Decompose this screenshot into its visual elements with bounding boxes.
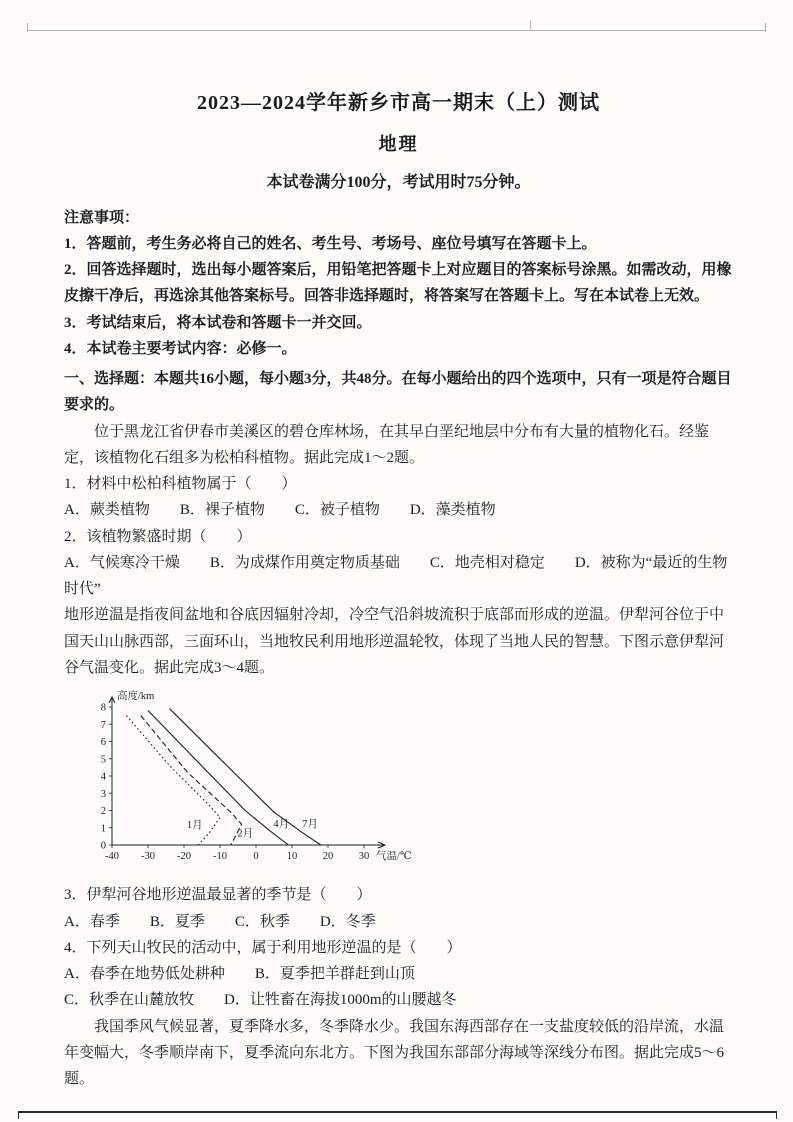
- series-label-2月: 2月: [237, 828, 254, 840]
- y-tick-label: 6: [100, 737, 106, 748]
- question-1-stem: 1．材料中松柏科植物属于（ ）: [64, 476, 297, 492]
- y-tick-label: 8: [100, 702, 106, 714]
- x-tick-label: -10: [213, 851, 227, 862]
- exam-content: [64, 86, 733, 1092]
- question-1: [64, 471, 733, 524]
- notice-section: [64, 205, 733, 363]
- question-3-stem: 3．伊犁河谷地形逆温最显著的季节是（ ）: [64, 887, 372, 904]
- x-tick-label: 30: [358, 851, 370, 862]
- notice-item-1: 1．答题前，考生务必将自己的姓名、考生号、考场号、座位号填写在答题卡上。: [64, 235, 597, 252]
- temperature-profile-figure: [64, 687, 733, 880]
- y-tick-label: 7: [100, 719, 106, 731]
- x-tick-label: -30: [141, 851, 155, 862]
- question-2-options: A．气候寒冷干燥 B．为成煤作用奠定物质基础 C．地壳相对稳定 D．被称为“最近的生物时代”: [64, 554, 728, 597]
- question-2-stem: 2．该植物繁盛时期（ ）: [64, 528, 252, 545]
- y-tick-label: 3: [100, 788, 106, 800]
- question-4-options-ab: A．春季在地势低处耕种 B．夏季把羊群赶到山顶: [64, 966, 415, 982]
- passage-fossil-intro: 位于黑龙江省伊春市美溪区的碧仓库林场，在其早白垩纪地层中分布有大量的植物化石。经鉴定，该植物化石组多为松柏科植物。据此完成1～2题。: [64, 423, 710, 466]
- passage-inversion-intro: 地形逆温是指夜间盆地和谷底因辐射冷却，冷空气沿斜坡流积于底部而形成的逆温。伊犁河谷位于中国天山山脉西部，三面环山，当地牧民利用地形逆温轮牧，体现了当地人民的智慧。下图示意伊犁河谷气温变化。据此完成3～4题。: [64, 607, 725, 676]
- page-frame-top-tick: [530, 20, 531, 30]
- y-tick-label: 4: [100, 771, 106, 783]
- x-axis-title: 气温/℃: [376, 851, 412, 862]
- question-3-options: A．春季 B．夏季 C．秋季 D．冬季: [64, 913, 376, 930]
- exam-subject: 地理: [378, 134, 419, 154]
- question-3: [64, 882, 733, 935]
- notice-item-2: 2．回答选择题时，选出每小题答案后，用铅笔把答题卡上对应题目的答案标号涂黑。如需改动，用橡皮擦干净后，再选涂其他答案标号。回答非选择题时，将答案写在答题卡上。写在本试卷上无效。: [64, 262, 732, 305]
- question-4-stem: 4．下列天山牧民的活动中，属于利用地形逆温的是（ ）: [64, 939, 462, 956]
- passage-monsoon-intro: 我国季风气候显著，夏季降水多，冬季降水少。我国东海西部存在一支盐度较低的沿岸流，水温年变幅大，冬季顺岸南下，夏季流向东北方。下图为我国东部部分海域等深线分布图。据此完成5～6题。: [64, 1018, 725, 1087]
- question-4-options-cd: C．秋季在山麓放牧 D．让牲畜在海拔1000m的山腰越冬: [64, 992, 457, 1009]
- section-heading-choice: 一、选择题：本题共16小题，每小题3分，共48分。在每小题给出的四个选项中，只有一项是符合题目要求的。: [64, 371, 732, 414]
- series-line-1月: [126, 716, 220, 845]
- y-tick-label: 0: [100, 840, 106, 852]
- y-tick-label: 5: [100, 754, 106, 766]
- x-tick-label: 0: [253, 851, 259, 862]
- notice-item-3: 3．考试结束后，将本试卷和答题卡一并交回。: [64, 314, 372, 331]
- notice-item-4: 4．本试卷主要考试内容：必修一。: [64, 340, 297, 357]
- question-1-options: A．蕨类植物 B．裸子植物 C．被子植物 D．藻类植物: [64, 502, 496, 519]
- page-frame-bottom-line: [18, 1111, 777, 1113]
- x-tick-label: -40: [105, 851, 119, 862]
- series-label-7月: 7月: [302, 818, 318, 830]
- exam-title: 2023—2024学年新乡市高一期末（上）测试: [197, 92, 600, 114]
- page-frame-top-line: [27, 30, 766, 31]
- series-label-1月: 1月: [186, 819, 203, 831]
- y-tick-label: 1: [100, 823, 106, 835]
- y-tick-label: 2: [100, 806, 106, 817]
- series-line-4月: [148, 711, 288, 846]
- exam-info-line: 本试卷满分100分，考试用时75分钟。: [266, 173, 531, 191]
- series-label-4月: 4月: [273, 818, 290, 830]
- question-2: [64, 524, 733, 603]
- temperature-profile-chart: [64, 687, 424, 871]
- x-tick-label: 20: [322, 851, 334, 862]
- x-tick-label: 10: [286, 851, 298, 862]
- y-axis-title: 高度/km: [117, 691, 155, 702]
- question-4: [64, 935, 733, 1014]
- notice-heading: 注意事项：: [64, 209, 140, 226]
- x-tick-label: -20: [177, 851, 191, 862]
